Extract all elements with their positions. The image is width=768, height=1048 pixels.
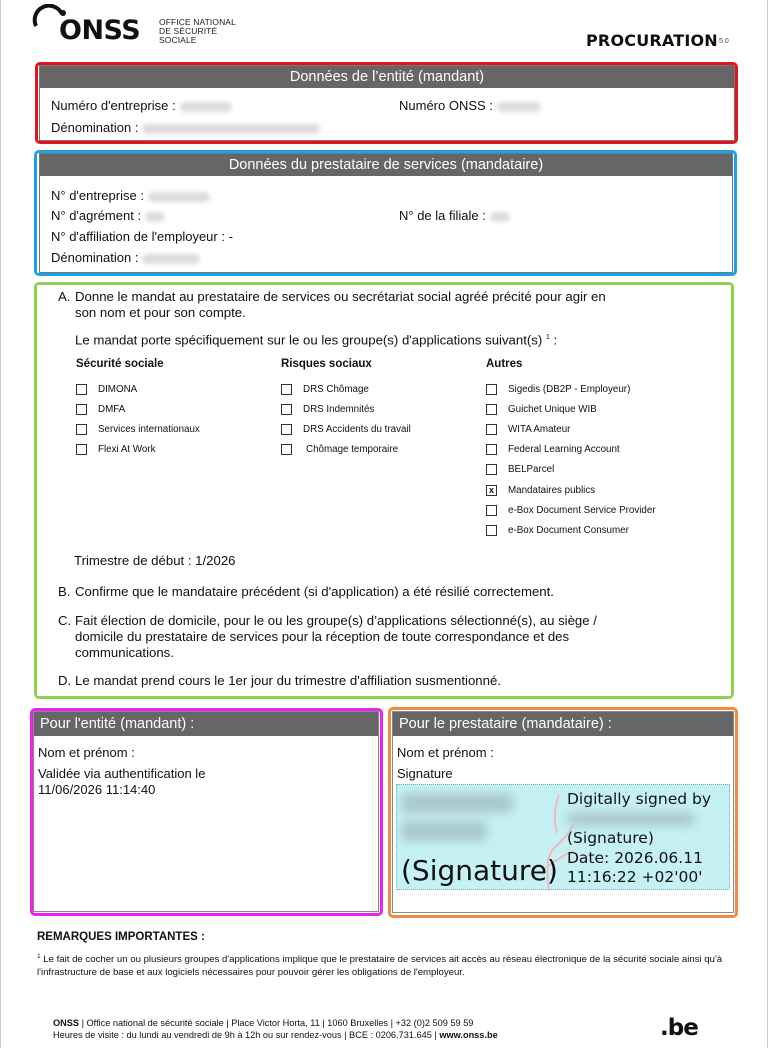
signature-mark: (Signature): [401, 854, 558, 887]
digital-signature-field[interactable]: [396, 784, 730, 890]
footnote-marker: 1: [545, 334, 550, 341]
checkbox-box[interactable]: [486, 505, 497, 516]
redacted-value: [145, 212, 165, 222]
redacted-value: [497, 102, 541, 112]
mandataire-section-title: Données du prestataire de services (mandataire): [40, 154, 732, 176]
checkbox-box[interactable]: [486, 384, 497, 395]
document-title: PROCURATION: [586, 31, 718, 50]
be-logo: .be: [660, 1015, 698, 1041]
mandate-scope-text: Le mandat porte spécifiquement sur le ou les groupe(s) d'applications suivant(s) $^1$ :: [75, 332, 558, 348]
entity-signature-title: Pour l'entité (mandant) :: [34, 712, 378, 736]
document-version: 5.0: [719, 38, 729, 45]
mandataire-branch-number: N° de la filiale :: [399, 208, 510, 223]
redacted-signer-name: [567, 812, 695, 826]
footnote-number: 1: [37, 953, 41, 960]
entity-signature-section: [33, 711, 379, 912]
footer-website-link[interactable]: www.onss.be: [439, 1030, 498, 1040]
mandant-enterprise-number: Numéro d'entreprise :: [51, 98, 232, 113]
start-quarter: Trimestre de début : 1/2026: [74, 553, 236, 568]
redacted-value: [148, 192, 210, 202]
checkbox-box[interactable]: [486, 404, 497, 415]
provider-signature-label: Signature: [397, 766, 453, 781]
column-heading-risques-sociaux: Risques sociaux: [281, 358, 372, 370]
mandataire-approval-number: N° d'agrément :: [51, 208, 165, 223]
mandataire-denomination: Dénomination :: [51, 250, 200, 265]
checkbox-box[interactable]: [486, 424, 497, 435]
remarks-title: REMARQUES IMPORTANTES :: [37, 931, 205, 943]
column-heading-autres: Autres: [486, 358, 523, 370]
checkbox-box[interactable]: [281, 404, 292, 415]
mandant-section-title: Données de l’entité (mandant): [40, 66, 734, 88]
redacted-value: [490, 212, 510, 222]
footer-address: | Office national de sécurité sociale | Place Victor Horta, 11 | 1060 Bruxelles | +32 (0)2 509 59 59: [79, 1018, 474, 1028]
provider-signature-title: Pour le prestataire (mandataire) :: [393, 712, 733, 736]
mandataire-affiliation-number: N° d'affiliation de l'employeur : -: [51, 229, 233, 244]
checkbox-box[interactable]: [281, 444, 292, 455]
checkbox-box[interactable]: [486, 444, 497, 455]
checkbox-box[interactable]: [281, 424, 292, 435]
redacted-value: [142, 124, 320, 134]
checkbox-box-checked[interactable]: x: [486, 485, 497, 496]
checkbox-box[interactable]: [281, 384, 292, 395]
footer-hours: Heures de visite : du lundi au vendredi de 9h à 12h ou sur rendez-vous | BCE : 0206.731.645 |: [53, 1030, 440, 1040]
mandant-section: [39, 65, 735, 141]
mandataire-enterprise-number: N° d'entreprise :: [51, 188, 210, 203]
digital-signature-info: Digitally signed by (Signature) Date: 2026.06.11 11:16:22 +02'00': [567, 790, 712, 886]
redacted-value: [142, 254, 200, 264]
checkbox-box[interactable]: [76, 384, 87, 395]
checkbox-box[interactable]: [486, 525, 497, 536]
redacted-value: [180, 102, 232, 112]
checkbox-box[interactable]: [76, 424, 87, 435]
logo-wordmark: ONSS: [59, 15, 141, 46]
checkbox-box[interactable]: [486, 464, 497, 475]
provider-name-label: Nom et prénom :: [397, 745, 494, 760]
onss-logo: [32, 4, 272, 54]
mandate-section: A. Donne le mandat au prestataire de services ou secrétariat social agréé précité pour agir en son nom et pour son compte. Le mandat porte spécifiquement sur le ou les groupe(s) d'applications suivant(s) $^1$ : Sécurité sociale DIMONA DMFA Services internationaux Flexi At Work Risques sociaux DRS Chômage DRS Indemnités DRS Accidents du travail Chômage temporaire Autres Sigedis (DB2P - Employeur) Guichet Unique WIB WITA Amateur Federal Learning Account BELParcel x Mandataires publics e-Box Document Service Provider e-Box Document Consumer Trimestre de début : 1/2026 B. Confirme que le mandataire précédent (si d'application) a été résilié correctement. C. Fait élection de domicile, pour le ou les groupe(s) d’applications sélectionné(s), au siège / domicile du prestataire de services pour la réception de toute correspondance et des communications. D. Le mandat prend cours le 1er jour du trimestre d'affiliation susmentionné.: [58, 289, 656, 688]
checkbox-box[interactable]: [76, 444, 87, 455]
mandataire-section: [39, 153, 733, 273]
entity-name-label: Nom et prénom :: [38, 745, 135, 760]
mandant-onss-number: Numéro ONSS :: [399, 98, 541, 113]
entity-validation-datetime: 11/06/2026 11:14:40: [38, 782, 156, 797]
page-footer: [53, 1017, 498, 1041]
footer-org: ONSS: [53, 1018, 80, 1028]
column-heading-securite-sociale: Sécurité sociale: [76, 358, 164, 370]
logo-subtitle: OFFICE NATIONAL DE SÉCURITÉ SOCIALE: [159, 17, 236, 45]
remarks-footnote: $^1$ Le fait de cocher un ou plusieurs groupes d'applications implique que le prestataire de services ait accès au réseau électronique de la sécurité sociale ainsi qu'à l'infrastructure de base et aux logiciels nécessaires pour pouvoir gérer les obligations de l'employeur.: [37, 953, 723, 979]
checkbox-box[interactable]: [76, 404, 87, 415]
entity-validation-text: Validée via authentification le: [38, 766, 206, 781]
mandant-denomination: Dénomination :: [51, 120, 320, 135]
